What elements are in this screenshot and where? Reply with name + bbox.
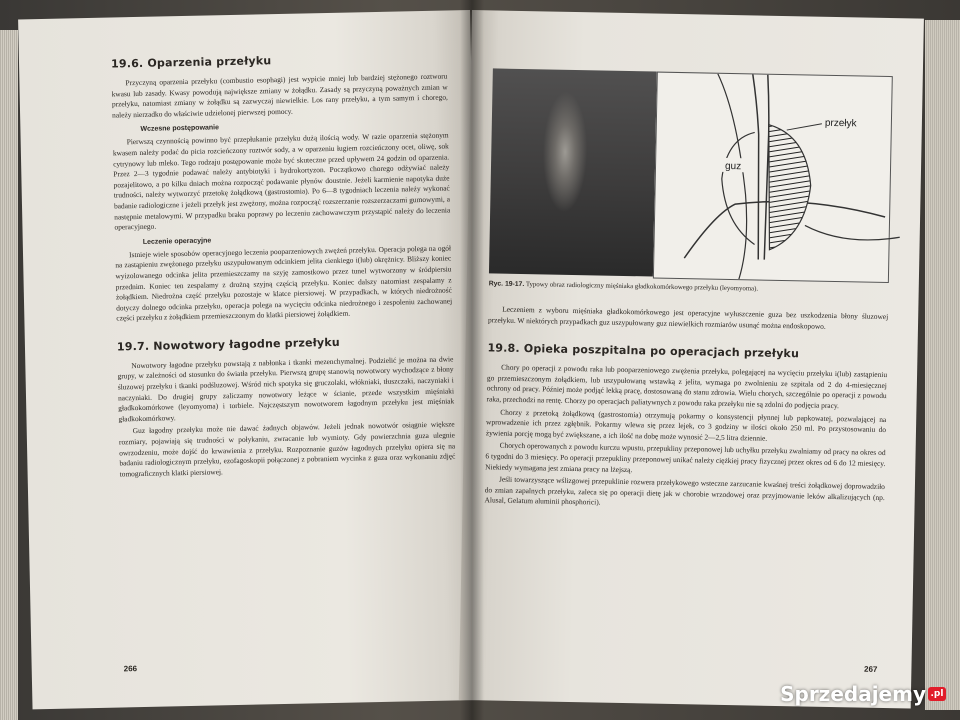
surgical-treatment-paragraph: Istnieje wiele sposobów operacyjnego leczenia pooparzeniowych zwężeń przełyku. Operacja polega na ogół na zastąpieniu zwężonego przełyku uszypułowanym odcinkiem jelita cienkiego i(lub) okrężnicy. Bliższy koniec wyizolowanego odcinka jelita przemieszczamy na szyję zamostkowo przez tunel wytworzony w śródpiersiu przednim. Koniec ten zespalamy z drożną szyjną częścią przełyku. Koniec dalszy natomiast zespalamy z żołądkiem. Niedrożna część przełyku pozostaje w klatce piersiowej. W przypadkach, w których niedrożność dotyczy dolnego odcinka przełyku, operacja polega na wycięciu odcinka niedrożnego i zespoleniu zachowanej części przełyku z żołądkiem przemieszczonym do klatki piersiowej żołądkiem.	[115, 243, 453, 323]
section-heading-benign-tumors: 19.7. Nowotwory łagodne przełyku	[116, 335, 341, 354]
aftercare-paragraph-2: Chorzy z przetoką żołądkową (gastrostomia) otrzymują pokarmy o konsystencji płynnej lub papkowatej, pozwalającej na wprowadzenie ich przez zgłębnik. Pokarmy wlewa się przez lejek, co 3 godziny w ilości około 250 ml. Po przystosowaniu do żywienia porcję mogą być zwiększane, a ich ilość na dobę może wynosić 2—2,5 litra dziennie.	[485, 407, 887, 443]
aftercare-paragraph-3: Chorych operowanych z powodu kurczu wpustu, przepukliny przeponowej lub uchyłku przełyku zwalniamy od pracy na okres od 6 tygodni do 3 miesięcy. Po operacji przepukliny przeponowej unikać należy ciężkiej pracy fizycznej przez okres od 6 do 12 miesięcy. Niekiedy wymagana jest zmiana pracy na lżejszą.	[485, 440, 886, 474]
benign-tumors-paragraph-1: Nowotwory łagodne przełyku powstają z nabłonka i tkanki mezenchymalnej. Podzielić je można na dwie grupy, w zależności od stosunku do światła przełyku. Pierwszą grupę stanowią nowotwory wychodzące z błony śluzowej przełyku i tkanki podśluzowej. Wśród nich spotyka się gruczolaki, włókniaki, tłuszczaki, naczyniaki i naczyniaki. Do drugiej grupy zaliczamy nowotwory leżące w ścianie, przede wszystkim mięśniaki gładkokomórkowe (leyomyoma) i torbiele. Najczęstszym nowotworem łagodnym przełyku jest mięśniak gładkokomórkowy.	[117, 354, 455, 424]
figure-caption-text: Typowy obraz radiologiczny mięśniaka gładkokomórkowego przełyku (leyomyoma).	[525, 281, 759, 293]
subheading-early-management: Wczesne postępowanie	[140, 124, 220, 134]
treatment-paragraph: Leczeniem z wyboru mięśniaka gładkokomórkowego jest operacyjne wyłuszczenie guza bez uszkodzenia błony śluzowej przełyku. W niektórych przypadkach guz uszypułowany guz niewielkich rozmiarów usunąć można endoskopowo.	[487, 304, 889, 331]
page-number-left: 266	[123, 664, 138, 674]
aftercare-paragraph-4: Jeśli towarzyszące wślizgowej przepuklinie rozwera przełykowego wsteczne zarzucanie kwaśnej treści żołądkowej doprowadziło do zmian zapalnych przełyku, zaleca się po operacji dietę jak w chorobie wrzodowej oraz przyjmowanie leków alkalizujących (np. Alusal, Gelatum aluminii phosphorici).	[484, 474, 886, 507]
benign-tumors-paragraph-2: Guz łagodny przełyku może nie dawać żadnych objawów. Jeżeli jednak nowotwór osiągnie większe rozmiary, pojawiają się trudności w połykaniu, zwracanie lub wymioty. Gdy powierzchnia guza ulegnie owrzodzeniu, może dojść do krwawienia z przełyku. Rozpoznanie guzów łagodnych przełyku opiera się na badaniu radiologicznym przełyku, ezofagoskopii połączonej z pobraniem wycinka z guza oraz wykonaniu zdjęć tomograficznych klatki piersiowej.	[118, 419, 456, 479]
tumor-label: guz	[724, 160, 741, 173]
subheading-surgical-treatment: Leczenie operacyjne	[142, 237, 212, 246]
section-heading-burns: 19.6. Oparzenia przełyku	[110, 54, 272, 71]
esophagus-tumor-diagram	[653, 72, 893, 283]
aftercare-paragraph-1: Chory po operacji z powodu raka lub pooparzeniowego zwężenia przełyku, polegającej na wycięciu przełyku i(lub) zastąpieniu go przemieszczonym żołądkiem, lub uszypułowaną wstawką z jelita, wymaga po zwolnieniu ze szpitala od 2 do 4-miesięcznej ochrony od pracy. Później może podjąć lekką pracę, dostosowaną do stanu zdrowia. Wielu chorych, szczególnie po operacji z powodu raka, przechodzi na rentę. Chorzy po operacjach paliatywnych z powodu raka przełyku nie są zdolni do podjęcia pracy.	[486, 362, 888, 411]
early-management-paragraph: Pierwszą czynnością powinno być przepłukanie przełyku dużą ilością wody. W razie oparzenia stężonym kwasem należy podać do picia rozcieńczony roztwór sody, a w oparzeniu ługiem rozcieńczony ocet, oliwę, sok cytrynowy lub mleko. Tego rodzaju postępowanie może być skuteczne przed upływem 24 godzin od oparzenia. Przez 2—3 tygodnie podawać należy antybiotyki i hydrokortyzon. Początkowo chorego odżywiać należy pozajelitowo, a po kilku dniach można rozpocząć podawanie płynów doustnie. Jeżeli karmienie napotyka duże trudności, należy wytworzyć przetokę żołądkową (gastrostomia). Po 6—8 tygodniach leczenia należy wykonać badanie radiologiczne i jeżeli przełyk jest zwężony, można rozpocząć rozszerzanie rozszerzaczami gumowymi, a następnie metalowymi. W przypadku braku poprawy po leczeniu zachowawczym przystąpić należy do leczenia operacyjnego.	[112, 130, 451, 232]
watermark-logo	[780, 682, 946, 706]
right-page	[459, 10, 924, 709]
left-page	[18, 10, 484, 709]
page-number-right: 267	[863, 664, 878, 674]
burns-intro-paragraph: Przyczyną oparzenia przełyku (combustio esophagi) jest wypicie mniej lub bardziej stężonego roztworu kwasu lub zasady. Kwasy powodują największe zmiany w żołądku. Zasady są przyczyną poważnych zmian w przełyku, natomiast zmiany w żołądku są zazwyczaj niewielkie. Los rany przełyku, a tym samym i chorego, należy nierzadko do właściwie udzielonej pierwszej pomocy.	[111, 71, 448, 120]
watermark-badge: .pl	[928, 687, 946, 701]
figure-caption-label: Ryc. 19-17.	[488, 280, 525, 289]
book-page-edges-right	[925, 20, 960, 710]
xray-image	[489, 68, 657, 276]
book-page-edges-left	[0, 30, 18, 720]
esophagus-label: przełyk	[824, 117, 857, 130]
watermark-brand: Sprzedajemy	[780, 682, 926, 706]
figure-19-17	[489, 68, 893, 281]
section-heading-aftercare: 19.8. Opieka poszpitalna po operacjach przełyku	[487, 341, 800, 361]
book-spine-shadow	[460, 0, 484, 720]
